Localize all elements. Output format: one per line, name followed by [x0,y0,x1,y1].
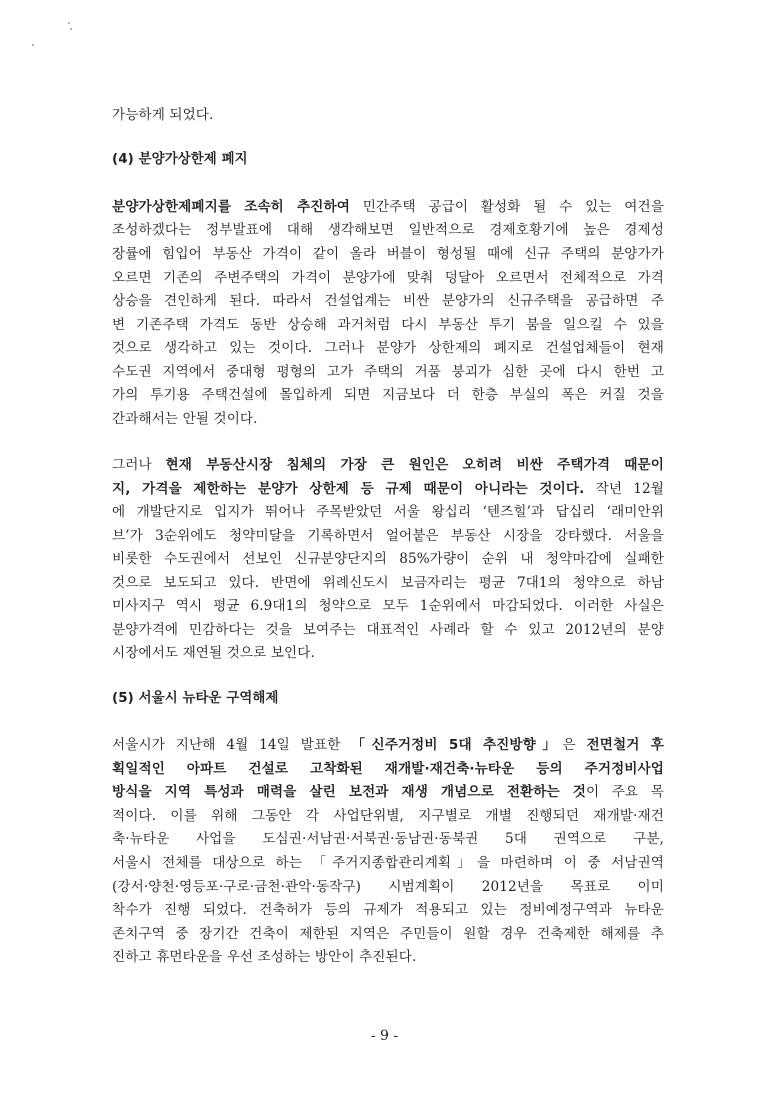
text-line [112,644,315,662]
text-line [112,925,664,943]
text-run: 조성하겠다는 정부발표에 대해 생각해보면 일반적으로 경제호황기에 높은 경제성 [112,222,664,238]
text-run: 작년 12월 [584,481,664,497]
text-run: 분양가격에 민감하다는 것을 보여주는 대표적인 사례라 할 수 있고 2012년의 분양 [112,622,664,638]
text-run: (5) 서울시 뉴타운 구역해제 [112,691,279,706]
text-line [112,503,664,521]
text-line [112,386,664,404]
text-run: (4) 분양가상한제 폐지 [112,152,248,167]
text-run: 은 [562,737,587,753]
section-heading [112,690,279,708]
text-line [112,854,664,872]
text-line [112,736,664,754]
text-line [112,760,664,778]
text-run: 가의 투기용 주택건설에 몰입하게 되면 지금보다 더 한층 부실의 폭은 커질 것을 [112,387,664,403]
text-line [112,807,664,825]
text-run: 민간주택 공급이 활성화 될 수 있는 여건을 [349,199,664,215]
text-run: 브’가 3순위에도 청약미달을 기록하면서 얼어붙은 부동산 시장을 강타했다. 서울을 [112,528,664,544]
text-line [112,830,664,848]
text-run: 수도권 지역에서 중대형 평형의 고가 주택의 거품 붕괴가 심한 곳에 다시 한번 고 [112,364,664,380]
text-line [112,901,664,919]
text-run: (강서·양천·영등포·구로·금천·관악·동작구) 시범계획이 2012년을 목표로 이미 [112,879,664,895]
text-run: 서울시가 지난해 4월 14일 발표한 [112,737,352,753]
text-line [112,245,664,263]
text-line [112,410,258,428]
text-line [112,550,664,568]
bold-text: 전면철거 후 [586,737,664,753]
text-line [112,292,664,310]
text-line [112,878,664,896]
text-line [112,948,416,966]
text-run: 변 기존주택 가격도 동반 상승해 과거처럼 다시 부동산 투기 붐을 일으킬 수 있을 [112,317,664,333]
text-line [112,574,664,592]
section-heading [112,151,248,169]
text-run: 에 개발단지로 입지가 뛰어나 주목받았던 서울 왕십리 ‘텐즈힐’과 답십리 ‘래미안위 [112,504,664,520]
text-line [112,269,664,287]
text-run: 적이다. 이를 위해 그동안 각 사업단위별, 지구별로 개별 진행되던 재개발·재건 [112,808,664,824]
text-line [112,456,664,474]
bold-text: 방식을 지역 특성과 매력을 살린 보전과 재생 개념으로 전환하는 것 [112,784,586,800]
bold-text: 현재 부동산시장 침체의 가장 큰 원인은 오히려 비싼 주택가격 때문이 [165,457,664,473]
text-line [112,198,664,216]
text-run: 축·뉴타운 사업을 도심권·서남권·서북권·동남권·동북권 5대 권역으로 구분, [112,831,664,847]
text-line [112,339,664,357]
text-run: 그러나 [112,457,166,473]
text-line [112,783,664,801]
text-run: 것으로 보도되고 있다. 반면에 위례신도시 보금자리는 평균 7대1의 청약으로 하남 [112,575,664,591]
bold-text: 획일적인 아파트 건설로 고착화된 재개발·재건축·뉴타운 등의 주거정비사업 [112,761,664,777]
text-line [112,363,664,381]
text-run: 상승을 견인하게 된다. 따라서 건설업계는 비싼 분양가의 신규주택을 공급하면 주 [112,293,664,309]
text-run: 것으로 생각하고 있는 것이다. 그러나 분양가 상한제의 폐지로 건설업체들이 현재 [112,340,664,356]
text-run: 이 주요 목 [585,784,664,800]
text-run: 미사지구 역시 평균 6.9대1의 청약으로 모두 1순위에서 마감되었다. 이러한 사실은 [112,598,664,614]
bold-text: 지, 가격을 제한하는 분양가 상한제 등 규제 때문이 아니라는 것이다. [112,481,585,497]
text-run: 오르면 기존의 주변주택의 가격이 분양가에 맞춰 덩달아 오르면서 전체적으로 가격 [112,270,664,286]
text-line [112,621,664,639]
text-line [112,221,664,239]
text-line [112,597,664,615]
text-run: 가능하게 되었다. [112,107,214,123]
text-line [112,316,664,334]
bold-text: 「신주거정비 5대 추진방향」 [351,737,563,753]
scan-specks [30,18,90,58]
text-run: 장률에 힘입어 부동산 가격이 같이 올라 버블이 형성될 때에 신규 주택의 분양가가 [112,246,664,262]
text-run: 존치구역 중 장기간 건축이 제한된 지역은 주민들이 원할 경우 건축제한 해제를 추 [112,926,664,942]
text-run: 진하고 휴먼타운을 우선 조성하는 방안이 추진된다. [112,949,417,965]
text-run: 서울시 전체를 대상으로 하는 「주거지종합관리계획」을 마련하며 이 중 서남권역 [112,855,664,871]
text-line [112,480,664,498]
text-run: 간과해서는 안될 것이다. [112,411,258,427]
text-line [112,106,213,124]
bold-text: 분양가상한제폐지를 조속히 추진하여 [112,199,350,215]
text-line [112,527,664,545]
text-run: 착수가 진행 되었다. 건축허가 등의 규제가 적용되고 있는 정비예정구역과 뉴타운 [112,902,664,918]
page-number: - 9 - [370,1028,399,1044]
text-run: 비롯한 수도권에서 선보인 신규분양단지의 85%가량이 순위 내 청약마감에 실패한 [112,551,664,567]
text-run: 시장에서도 재연될 것으로 보인다. [112,645,315,661]
